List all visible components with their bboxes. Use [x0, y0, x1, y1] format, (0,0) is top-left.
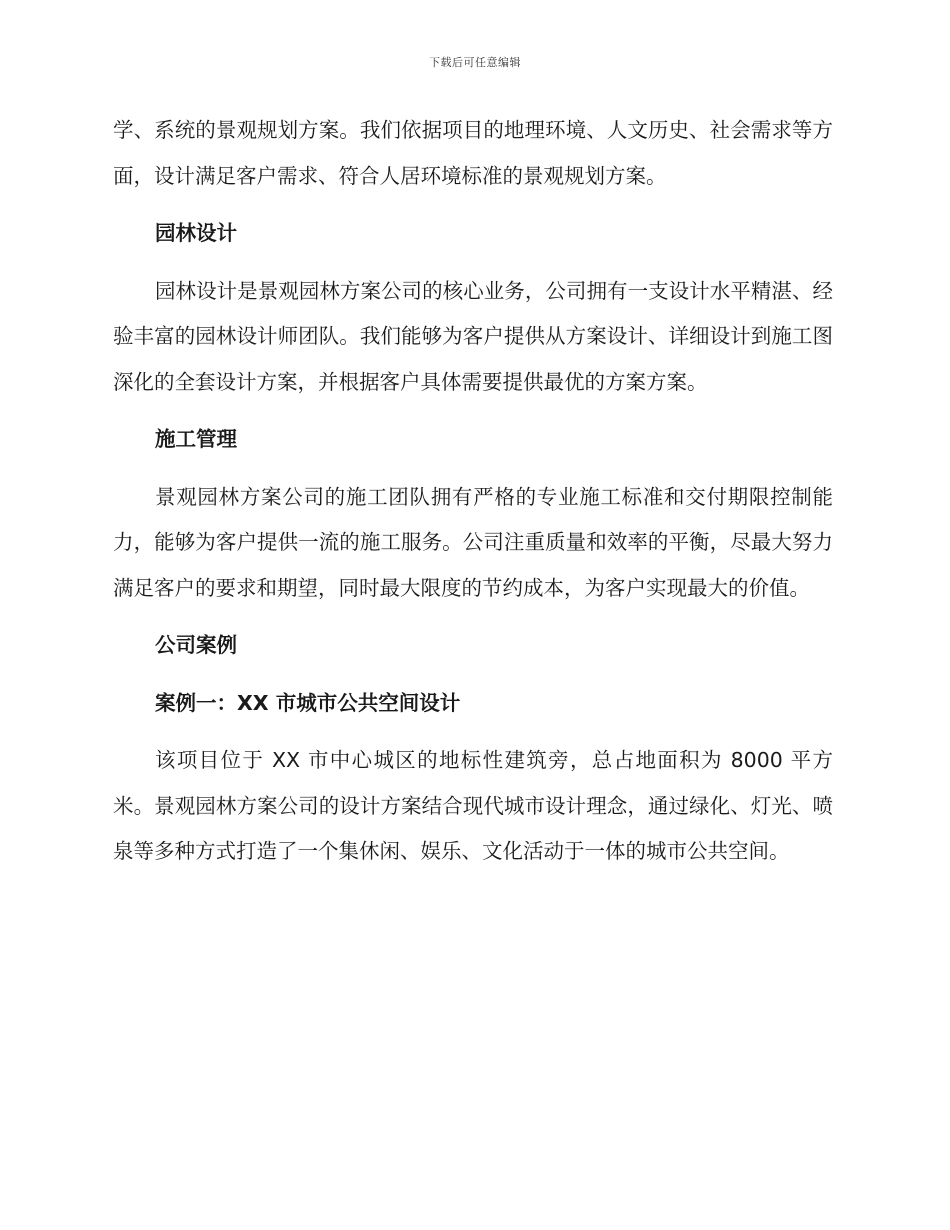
intro-continuation-paragraph: 学、系统的景观规划方案。我们依据项目的地理环境、人文历史、社会需求等方面，设计满足客户需求、符合人居环境标准的景观规划方案。	[113, 118, 833, 188]
case-one-heading: 案例一：XX 市城市公共空间设计	[155, 690, 461, 715]
section-heading-garden-design: 园林设计	[155, 221, 237, 245]
garden-design-paragraph: 园林设计是景观园林方案公司的核心业务，公司拥有一支设计水平精湛、经验丰富的园林设计师团队。我们能够为客户提供从方案设计、详细设计到施工图深化的全套设计方案，并根据客户具体需要提供最优的方案方案。	[113, 278, 833, 394]
document-body	[113, 108, 833, 875]
page-header-note: 下载后可任意编辑	[429, 56, 521, 69]
construction-management-paragraph: 景观园林方案公司的施工团队拥有严格的专业施工标准和交付期限控制能力，能够为客户提供一流的施工服务。公司注重质量和效率的平衡，尽最大努力满足客户的要求和期望，同时最大限度的节约成本，为客户实现最大的价值。	[113, 484, 833, 600]
case-one-paragraph: 该项目位于 XX 市中心城区的地标性建筑旁，总占地面积为 8000 平方米。景观园林方案公司的设计方案结合现代城市设计理念，通过绿化、灯光、喷泉等多种方式打造了一个集休闲、娱乐、文化活动于一体的城市公共空间。	[113, 748, 833, 863]
section-heading-company-cases: 公司案例	[155, 633, 237, 657]
section-heading-construction-management: 施工管理	[155, 427, 237, 451]
